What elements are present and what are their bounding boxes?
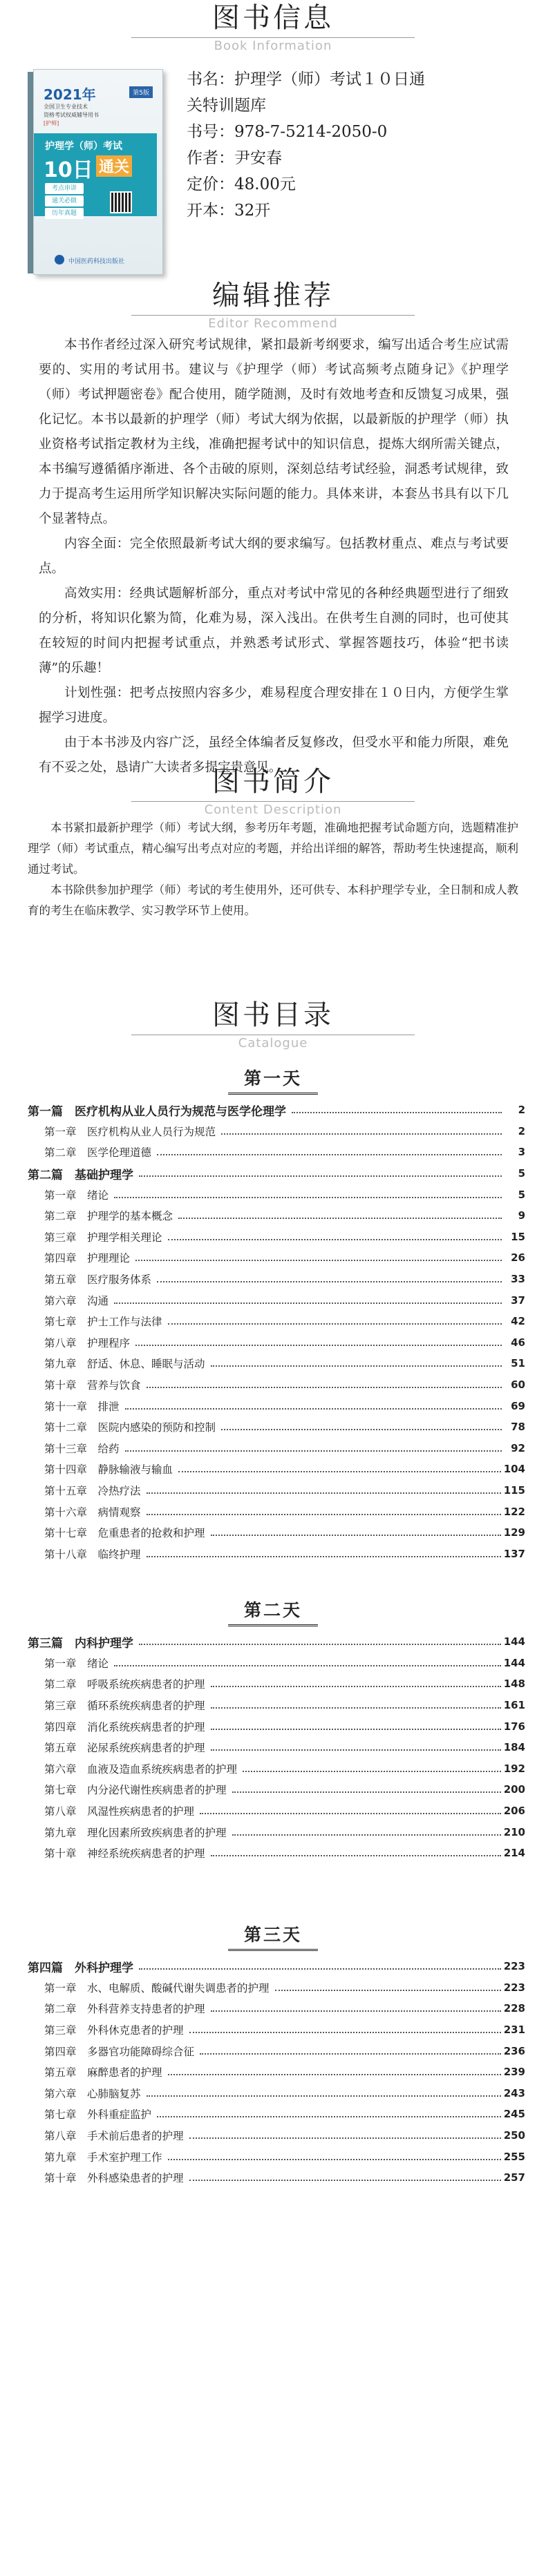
book-field-price: 定价：48.00元 — [187, 175, 296, 193]
toc-dot-leader — [200, 2053, 501, 2055]
toc-chapter-row — [28, 2167, 525, 2189]
toc-page-number: 2 — [518, 1124, 525, 1137]
toc-page-number: 37 — [511, 1294, 525, 1307]
toc-chapter-title: 第六章 心肺脑复苏 — [28, 2086, 144, 2101]
heading-divider — [131, 315, 415, 316]
toc-dot-leader — [200, 1813, 501, 1814]
toc-chapter-row — [28, 1205, 525, 1227]
toc-dot-leader — [211, 1707, 501, 1709]
toc-chapter-row — [28, 1332, 525, 1354]
toc-chapter-title: 第一章 绪论 — [28, 1187, 111, 1202]
cover-series-line: 全国卫生专业技术 — [44, 104, 88, 110]
toc-dot-leader — [147, 2095, 501, 2097]
toc-chapter-row — [28, 2061, 525, 2083]
toc-chapter-row — [28, 1438, 525, 1459]
book-field-title-cont: 关特训题库 — [187, 97, 266, 115]
editor-text — [39, 333, 509, 780]
cover-series-line: 资格考试权威辅导用书 — [44, 112, 99, 118]
toc-dot-leader — [275, 1990, 501, 1991]
toc-page-number: 176 — [503, 1720, 525, 1733]
toc-chapter-row — [28, 1737, 525, 1758]
toc-dot-leader — [139, 1175, 502, 1177]
toc-chapter-row — [28, 1247, 525, 1269]
editor-paragraph: 由于本书涉及内容广泛，虽经全体编者反复修改，但受水平和能力所限，难免有不妥之处，恳请广大读者多提宝贵意见。 — [39, 736, 509, 775]
toc-chapter-title: 第八章 护理程序 — [28, 1335, 133, 1350]
toc-page-number: 255 — [503, 2150, 525, 2163]
toc-chapter-row — [28, 1374, 525, 1396]
toc-page-number: 223 — [503, 1960, 525, 1973]
toc-chapter-title: 第十五章 冷热疗法 — [28, 1483, 144, 1498]
toc-chapter-row — [28, 2146, 525, 2167]
toc-chapter-title: 第六章 血液及造血系统疾病患者的护理 — [28, 1761, 240, 1776]
book-field-isbn: 书号：978-7-5214-2050-0 — [187, 123, 388, 141]
book-field-author: 作者：尹安春 — [187, 149, 282, 167]
toc-chapter-row — [28, 2125, 525, 2146]
toc-page-number: 92 — [511, 1441, 525, 1454]
toc-chapter-title: 第二章 外科营养支持患者的护理 — [28, 2001, 208, 2016]
toc-page-number: 78 — [511, 1421, 525, 1434]
description-heading: 图书简介 — [212, 766, 334, 798]
day-title-block — [0, 1065, 546, 1095]
toc-dot-leader — [157, 1154, 502, 1155]
toc-page-number: 26 — [511, 1251, 525, 1265]
toc-page-number: 51 — [511, 1357, 525, 1370]
toc-page-number: 228 — [503, 2002, 525, 2015]
book-cover-image — [28, 69, 173, 276]
toc-chapter-row — [28, 1673, 525, 1695]
toc-dot-leader — [125, 1450, 502, 1452]
toc-chapter-row — [28, 1121, 525, 1142]
toc-chapter-row — [28, 1522, 525, 1544]
editor-paragraph: 高效实用：经典试题解析部分，重点对考试中常见的各种经典题型进行了细致的分析，将知识化繁为简，化难为易，深入浅出。在供考生自测的同时，也可使其在较短的时间内把握考试重点，并熟悉考试形式、掌握答题技巧，体验“把书读薄”的乐趣！ — [39, 586, 509, 675]
toc-dot-leader — [157, 2116, 501, 2117]
toc-dot-leader — [139, 1644, 501, 1645]
cover-publisher: 中国医药科技出版社 — [68, 258, 125, 265]
toc-chapter-title: 第二章 医学伦理道德 — [28, 1144, 154, 1160]
toc-dot-leader — [135, 1260, 502, 1261]
toc-chapter-title: 第十七章 危重患者的抢救和护理 — [28, 1525, 208, 1540]
toc-dot-leader — [211, 1855, 501, 1856]
toc-chapter-row — [28, 1543, 525, 1564]
toc-dot-leader — [114, 1665, 501, 1666]
qr-code-icon — [110, 191, 132, 213]
toc-dot-leader — [211, 1365, 502, 1367]
toc-dot-leader — [211, 1535, 501, 1536]
day-title: 第三天 — [243, 1925, 302, 1945]
toc-dot-leader — [125, 1408, 502, 1410]
day-title-block — [0, 1597, 546, 1626]
cover-series-line: [护师] — [44, 120, 59, 126]
description-paragraph: 本书除供参加护理学（师）考试的考生使用外，还可供专、本科护理学专业，全日制和成人教育的考生在临床教学、实习教学环节上使用。 — [28, 883, 518, 917]
editor-heading-en: Editor Recommend — [208, 316, 338, 331]
editor-paragraph: 本书作者经过深入研究考试规律，紧扣最新考纲要求，编写出适合考生应试需要的、实用的考试用书。建议与《护理学（师）考试高频考点随身记》《护理学（师）考试押题密卷》配合使用，随学随测，及时有效地考查和反馈复习成果，强化记忆。本书以最新的护理学（师）考试大纲为依据，以最新版的护理学（师）执业资格考试指定教材为主线，准确把握考试中的知识信息，提炼大纲所需关键点，本书编写遵循循序渐进、各个击破的原则，深刻总结考试经验，洞悉考试规律，致力于提高考生运用所学知识解决实际问题的能力。具体来讲，本套丛书具有以下几个显著特点。 — [39, 338, 509, 526]
toc-chapter-title: 第一章 医疗机构从业人员行为规范 — [28, 1124, 218, 1139]
toc-chapter-row — [28, 1977, 525, 1999]
toc-chapter-title: 第十章 外科感染患者的护理 — [28, 2170, 187, 2185]
toc-dot-leader — [232, 1834, 501, 1836]
toc-chapter-row — [28, 1184, 525, 1205]
toc-chapter-title: 第三章 外科休克患者的护理 — [28, 2022, 187, 2037]
description-text — [28, 818, 518, 921]
toc-chapter-title: 第四章 多器官功能障碍综合征 — [28, 2044, 197, 2059]
book-field-title: 书名：护理学（师）考试１０日通 — [187, 70, 425, 88]
toc-chapter-title: 第三章 护理学相关理论 — [28, 1229, 165, 1244]
toc-chapter-title: 第九章 舒适、休息、睡眠与活动 — [28, 1356, 208, 1371]
toc-part-row — [28, 1631, 525, 1653]
toc-dot-leader — [157, 1281, 502, 1282]
toc-chapter-title: 第五章 医疗服务体系 — [28, 1271, 154, 1287]
toc-part-title: 第二篇 基础护理学 — [28, 1165, 136, 1182]
toc-chapter-title: 第六章 沟通 — [28, 1293, 111, 1308]
toc-chapter-title: 第十六章 病情观察 — [28, 1504, 144, 1519]
toc-chapter-row — [28, 1142, 525, 1163]
toc-part-title: 第三篇 内科护理学 — [28, 1633, 136, 1651]
book-info-heading-block — [0, 1, 546, 54]
toc-part-row — [28, 1956, 525, 1977]
toc-dot-leader — [168, 2159, 501, 2160]
toc-page-number: 2 — [518, 1104, 525, 1117]
toc-chapter-title: 第一章 绪论 — [28, 1655, 111, 1671]
toc-dot-leader — [168, 1323, 502, 1325]
book-info-heading: 图书信息 — [212, 2, 334, 34]
toc-chapter-title: 第十章 神经系统疾病患者的护理 — [28, 1845, 208, 1861]
toc-dot-leader — [178, 1471, 501, 1472]
toc-chapter-row — [28, 2083, 525, 2104]
cover-edition: 第5版 — [129, 86, 153, 98]
toc-chapter-row — [28, 1715, 525, 1737]
editor-heading-block — [0, 279, 546, 331]
toc-page-number: 115 — [503, 1483, 525, 1497]
day-title-underline — [228, 1624, 318, 1626]
toc-page-number: 210 — [503, 1825, 525, 1838]
toc-page-number: 104 — [503, 1463, 525, 1476]
toc-dot-leader — [189, 2032, 501, 2033]
toc-page-number: 3 — [518, 1146, 525, 1159]
toc-dot-leader — [114, 1303, 502, 1304]
toc-chapter-title: 第八章 风湿性疾病患者的护理 — [28, 1803, 197, 1818]
toc-chapter-title: 第四章 消化系统疾病患者的护理 — [28, 1719, 208, 1734]
toc-page-number: 184 — [503, 1741, 525, 1754]
toc-page-number: 137 — [503, 1547, 525, 1560]
book-field-format: 开本：32开 — [187, 202, 271, 220]
heading-divider — [131, 801, 415, 802]
toc-chapter-title: 第十一章 排泄 — [28, 1398, 122, 1414]
description-paragraph: 本书紧扣最新护理学（师）考试大纲，参考历年考题，准确地把握考试命题方向，选题精准护理学（师）考试重点，精心编写出考点对应的考题，并给出详细的解答，帮助考生快速提高，顺利通过考试。 — [28, 821, 518, 876]
toc-chapter-title: 第三章 循环系统疾病患者的护理 — [28, 1698, 208, 1713]
toc-part-row — [28, 1099, 525, 1121]
toc-page-number: 69 — [511, 1399, 525, 1412]
toc-page-number: 9 — [518, 1209, 525, 1222]
toc-chapter-row — [28, 1998, 525, 2019]
toc-dot-leader — [147, 1492, 501, 1494]
cover-title-big: 10日 — [44, 158, 93, 182]
toc-page-number: 214 — [503, 1847, 525, 1860]
toc-chapter-title: 第十三章 给药 — [28, 1441, 122, 1456]
toc-dot-leader — [168, 1239, 502, 1240]
toc-chapter-row — [28, 1227, 525, 1248]
toc-page-number: 231 — [503, 2024, 525, 2037]
toc-chapter-row — [28, 1289, 525, 1311]
toc-page-number: 42 — [511, 1315, 525, 1328]
toc-chapter-title: 第二章 呼吸系统疾病患者的护理 — [28, 1676, 208, 1691]
toc-page-number: 5 — [518, 1188, 525, 1201]
toc-page-number: 122 — [503, 1505, 525, 1518]
toc-chapter-row — [28, 1800, 525, 1822]
editor-paragraph: 内容全面：完全依照最新考试大纲的要求编写。包括教材重点、难点与考试要点。 — [39, 537, 509, 576]
toc-chapter-row — [28, 2019, 525, 2041]
toc-chapter-row — [28, 2104, 525, 2125]
toc-dot-leader — [189, 2180, 501, 2181]
toc-day-3 — [28, 1956, 525, 2189]
toc-part-title: 第一篇 医疗机构从业人员行为规范与医学伦理学 — [28, 1102, 289, 1119]
toc-chapter-title: 第十章 营养与饮食 — [28, 1377, 144, 1392]
catalogue-heading-en: Catalogue — [238, 1036, 308, 1050]
toc-dot-leader — [114, 1197, 502, 1198]
toc-chapter-title: 第七章 外科重症监护 — [28, 2106, 154, 2122]
day-title: 第二天 — [243, 1600, 302, 1620]
cover-pill: 历年真题 — [45, 208, 84, 219]
day-title-underline — [228, 1093, 318, 1095]
toc-page-number: 60 — [511, 1378, 525, 1392]
toc-chapter-title: 第十四章 静脉输液与输血 — [28, 1461, 176, 1477]
toc-chapter-title: 第八章 手术前后患者的护理 — [28, 2128, 187, 2143]
toc-part-row — [28, 1163, 525, 1184]
description-heading-block — [0, 765, 546, 818]
toc-page-number: 46 — [511, 1336, 525, 1349]
day-title-block — [0, 1921, 546, 1951]
toc-page-number: 239 — [503, 2066, 525, 2079]
cover-spine — [28, 72, 33, 273]
toc-chapter-row — [28, 1501, 525, 1522]
toc-chapter-row — [28, 1269, 525, 1290]
toc-page-number: 250 — [503, 2129, 525, 2142]
toc-chapter-title: 第七章 内分泌代谢性疾病患者的护理 — [28, 1782, 229, 1797]
toc-chapter-row — [28, 1779, 525, 1800]
toc-chapter-title: 第四章 护理理论 — [28, 1250, 133, 1265]
toc-chapter-row — [28, 1653, 525, 1674]
toc-chapter-title: 第一章 水、电解质、酸碱代谢失调患者的护理 — [28, 1980, 272, 1995]
toc-chapter-title: 第五章 麻醉患者的护理 — [28, 2064, 165, 2079]
toc-dot-leader — [147, 1514, 501, 1515]
toc-dot-leader — [168, 2074, 501, 2075]
toc-page-number: 243 — [503, 2086, 525, 2099]
publisher-logo-icon — [55, 255, 64, 265]
description-heading-en: Content Description — [204, 802, 342, 817]
toc-dot-leader — [232, 1791, 501, 1793]
toc-page-number: 223 — [503, 1981, 525, 1994]
toc-page-number: 148 — [503, 1678, 525, 1691]
toc-dot-leader — [189, 2137, 501, 2139]
toc-dot-leader — [135, 1345, 502, 1346]
toc-dot-leader — [211, 1749, 501, 1751]
book-info-fields — [187, 66, 532, 224]
toc-chapter-title: 第九章 理化因素所致疾病患者的护理 — [28, 1825, 229, 1840]
toc-page-number: 206 — [503, 1805, 525, 1818]
toc-dot-leader — [211, 1729, 501, 1730]
toc-dot-leader — [139, 1968, 501, 1970]
toc-day-2 — [28, 1631, 525, 1864]
toc-page-number: 161 — [503, 1699, 525, 1712]
toc-chapter-title: 第十二章 医院内感染的预防和控制 — [28, 1419, 218, 1434]
cover-title-top: 护理学（师）考试 — [45, 141, 122, 152]
toc-chapter-row — [28, 1843, 525, 1864]
toc-page-number: 5 — [518, 1167, 525, 1180]
toc-page-number: 236 — [503, 2044, 525, 2057]
toc-page-number: 129 — [503, 1526, 525, 1539]
toc-dot-leader — [147, 1387, 502, 1388]
toc-dot-leader — [211, 2010, 501, 2012]
cover-year: 2021年 — [44, 86, 96, 103]
toc-dot-leader — [211, 1686, 501, 1687]
toc-chapter-row — [28, 1459, 525, 1480]
catalogue-heading-block — [0, 999, 546, 1051]
toc-chapter-title: 第九章 手术室护理工作 — [28, 2149, 165, 2164]
toc-chapter-row — [28, 1758, 525, 1780]
editor-heading: 编辑推荐 — [212, 280, 334, 311]
catalogue-heading: 图书目录 — [212, 999, 334, 1031]
toc-dot-leader — [147, 1556, 501, 1557]
toc-chapter-row — [28, 1395, 525, 1416]
toc-page-number: 257 — [503, 2171, 525, 2184]
cover-pill: 通关必做 — [45, 195, 84, 206]
cover-title-badge: 通关 — [96, 155, 132, 177]
toc-chapter-row — [28, 1311, 525, 1332]
toc-chapter-row — [28, 1695, 525, 1716]
toc-page-number: 192 — [503, 1762, 525, 1775]
heading-divider — [131, 37, 415, 38]
toc-chapter-row — [28, 1480, 525, 1501]
book-info-heading-en: Book Information — [214, 39, 332, 53]
toc-chapter-title: 第十八章 临终护理 — [28, 1546, 144, 1561]
toc-page-number: 144 — [503, 1656, 525, 1669]
editor-paragraph: 计划性强：把考点按照内容多少，难易程度合理安排在１０日内，方便学生掌握学习进度。 — [39, 686, 509, 725]
toc-dot-leader — [243, 1771, 501, 1772]
toc-dot-leader — [178, 1218, 502, 1219]
toc-page-number: 144 — [503, 1635, 525, 1649]
toc-page-number: 200 — [503, 1783, 525, 1796]
toc-chapter-row — [28, 1353, 525, 1374]
toc-chapter-row — [28, 2040, 525, 2061]
toc-dot-leader — [292, 1112, 502, 1113]
toc-day-1 — [28, 1099, 525, 1564]
cover-pill: 考点串讲 — [45, 183, 84, 194]
toc-page-number: 33 — [511, 1273, 525, 1286]
cover-front — [33, 69, 163, 275]
toc-chapter-row — [28, 1821, 525, 1843]
toc-dot-leader — [221, 1133, 502, 1135]
toc-chapter-title: 第二章 护理学的基本概念 — [28, 1208, 176, 1223]
toc-page-number: 245 — [503, 2108, 525, 2121]
toc-page-number: 15 — [511, 1230, 525, 1243]
toc-dot-leader — [221, 1429, 502, 1430]
toc-chapter-title: 第七章 护士工作与法律 — [28, 1314, 165, 1329]
toc-part-title: 第四篇 外科护理学 — [28, 1958, 136, 1975]
toc-chapter-title: 第五章 泌尿系统疾病患者的护理 — [28, 1740, 208, 1755]
toc-chapter-row — [28, 1416, 525, 1438]
day-title-underline — [228, 1949, 318, 1951]
day-title: 第一天 — [243, 1068, 302, 1088]
